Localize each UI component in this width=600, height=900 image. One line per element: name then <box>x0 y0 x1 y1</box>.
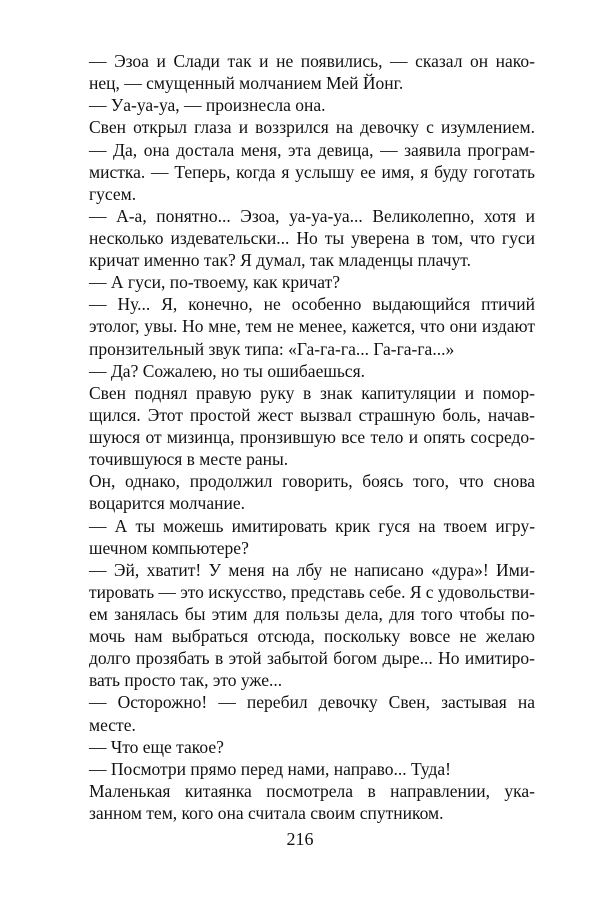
text-line: мочь нам выбраться отсюда, поскольку вовсе не желаю <box>89 626 535 647</box>
text-line: кричат именно так? Я думал, так младенцы плачут. <box>89 250 471 271</box>
text-line: точившуюся в месте раны. <box>89 449 289 470</box>
text-line: — Осторожно! — перебил девочку Свен, застывая на <box>89 692 536 713</box>
text-line: ем занялась бы этим для пользы дела, для того чтобы по- <box>89 603 536 624</box>
text-line: пронзительный звук типа: «Га-га-га... Га-га-га...» <box>89 338 455 359</box>
text-line: — Эзоа и Слади так и не появились, — сказал он нако- <box>89 51 535 71</box>
text-line: — Посмотри прямо перед нами, направо... Туда! <box>89 758 451 779</box>
text-line: — Да, она достала меня, эта девица, — заявила програм- <box>89 139 535 160</box>
text-line: Свен поднял правую руку в знак капитуляции и помор- <box>89 382 535 403</box>
text-line: — Да? Сожалею, но ты ошибаешься. <box>89 360 365 381</box>
text-line: щился. Этот простой жест вызвал страшную боль, начав- <box>89 404 535 425</box>
text-line: долго прозябать в этой забытой богом дыре... Но имитиро- <box>89 648 535 669</box>
page-number: 216 <box>286 829 314 849</box>
text-line: — Эй, хватит! У меня на лбу не написано «дура»! Ими- <box>89 559 535 580</box>
text-line: — А-а, понятно... Эзоа, уа-уа-уа... Великолепно, хотя и <box>89 205 535 226</box>
text-line: — Что еще такое? <box>89 736 224 757</box>
text-line: мистка. — Теперь, когда я услышу ее имя, я буду гоготать <box>89 161 535 182</box>
text-line: гусем. <box>89 183 137 204</box>
text-line: — Ну... Я, конечно, не особенно выдающийся птичий <box>89 294 536 315</box>
text-line: — А гуси, по-твоему, как кричат? <box>89 272 341 293</box>
text-line: месте. <box>89 714 136 735</box>
text-line: этолог, увы. Но мне, тем не менее, кажется, что они издают <box>89 316 535 337</box>
text-line: воцарится молчание. <box>89 493 245 514</box>
text-line: — А ты можешь имитировать крик гуся на твоем игру- <box>89 515 536 536</box>
text-line: несколько издевательски... Но ты уверена в том, что гуси <box>89 227 535 248</box>
text-line: Маленькая китаянка посмотрела в направлении, ука- <box>89 780 535 801</box>
text-line: тировать — это искусство, представь себе. Я с удовольстви- <box>89 581 535 602</box>
text-line: Он, однако, продолжил говорить, боясь того, что снова <box>89 471 535 492</box>
text-line: занном тем, кого она считала своим спутником. <box>89 803 444 823</box>
text-line: Свен открыл глаза и воззрился на девочку с изумлением. <box>89 117 535 138</box>
text-line: вать просто так, это уже... <box>89 670 283 691</box>
text-line: шечном компьютере? <box>89 537 249 558</box>
text-line: — Уа-уа-уа, — произнесла она. <box>89 95 326 116</box>
text-line: нец, — смущенный молчанием Мей Йонг. <box>89 73 404 94</box>
text-line: шуюся от мизинца, пронзившую все тело и опять сосредо- <box>89 427 535 447</box>
